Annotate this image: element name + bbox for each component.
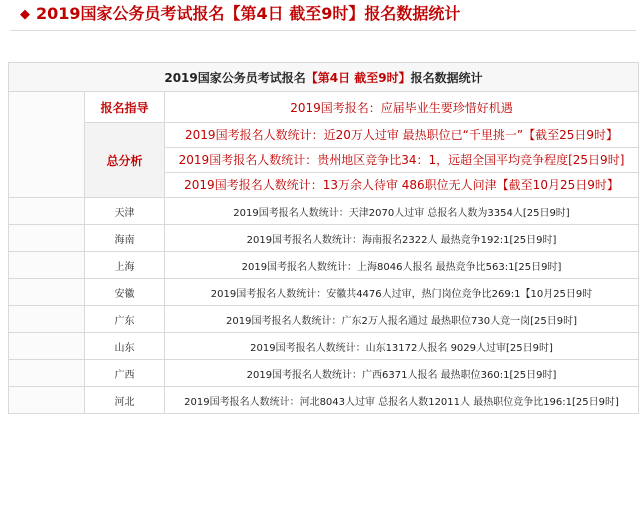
- region-name: 海南: [85, 225, 165, 252]
- table-caption: [9, 63, 639, 92]
- diamond-bullet-icon: ◆: [20, 7, 30, 22]
- region-name: 山东: [85, 333, 165, 360]
- analysis-row: [9, 123, 639, 148]
- table-row: [9, 252, 639, 279]
- analysis-label: 总分析: [85, 123, 165, 198]
- table-row: [9, 333, 639, 360]
- left-blank-column: [9, 92, 85, 198]
- analysis-link-1[interactable]: 2019国考报名人数统计：近20万人过审 最热职位已“千里挑一”【截至25日9时】: [165, 123, 639, 148]
- row-spacer: [9, 198, 85, 225]
- row-spacer: [9, 225, 85, 252]
- registration-stats-table: [8, 62, 639, 414]
- page-title[interactable]: 2019国家公务员考试报名【第4日 截至9时】报名数据统计: [36, 4, 461, 23]
- table-row: [9, 198, 639, 225]
- page-header: [0, 0, 640, 38]
- row-spacer: [9, 306, 85, 333]
- table-row: [9, 306, 639, 333]
- region-link[interactable]: 2019国考报名人数统计：广西6371人报名 最热职位360:1[25日9时]: [165, 360, 639, 387]
- caption-part-1: 2019国家公务员考试报名: [164, 70, 306, 85]
- analysis-link-3[interactable]: 2019国考报名人数统计：13万余人待审 486职位无人问津【截至10月25日9时】: [165, 173, 639, 198]
- region-name: 广西: [85, 360, 165, 387]
- row-spacer: [9, 279, 85, 306]
- region-link[interactable]: 2019国考报名人数统计：上海8046人报名 最热竞争比563:1[25日9时]: [165, 252, 639, 279]
- region-name: 上海: [85, 252, 165, 279]
- row-spacer: [9, 252, 85, 279]
- analysis-link-2[interactable]: 2019国考报名人数统计：贵州地区竞争比34：1，远超全国平均竞争程度[25日9时]: [165, 148, 639, 173]
- caption-part-2: 报名数据统计: [410, 70, 483, 85]
- row-spacer: [9, 387, 85, 414]
- table-row: [9, 225, 639, 252]
- region-link[interactable]: 2019国考报名人数统计：广东2万人报名通过 最热职位730人竞一岗[25日9时]: [165, 306, 639, 333]
- table-row: [9, 360, 639, 387]
- header-divider: [10, 30, 636, 31]
- row-spacer: [9, 333, 85, 360]
- region-link[interactable]: 2019国考报名人数统计：安徽共4476人过审，热门岗位竞争比269:1【10月25日9时: [165, 279, 639, 306]
- table-row: [9, 387, 639, 414]
- region-name: 天津: [85, 198, 165, 225]
- region-link[interactable]: 2019国考报名人数统计：海南报名2322人 最热竞争192:1[25日9时]: [165, 225, 639, 252]
- guide-row: [9, 92, 639, 123]
- region-link[interactable]: 2019国考报名人数统计：河北8043人过审 总报名人数12011人 最热职位竞争比196:1[25日9时]: [165, 387, 639, 414]
- region-name: 安徽: [85, 279, 165, 306]
- caption-highlight: 【第4日 截至9时】: [305, 70, 411, 85]
- row-spacer: [9, 360, 85, 387]
- guide-link[interactable]: 2019国考报名：应届毕业生要珍惜好机遇: [165, 92, 639, 123]
- region-name: 河北: [85, 387, 165, 414]
- region-link[interactable]: 2019国考报名人数统计：天津2070人过审 总报名人数为3354人[25日9时]: [165, 198, 639, 225]
- region-link[interactable]: 2019国考报名人数统计：山东13172人报名 9029人过审[25日9时]: [165, 333, 639, 360]
- region-name: 广东: [85, 306, 165, 333]
- table-caption-row: [9, 63, 639, 92]
- guide-label: 报名指导: [85, 92, 165, 123]
- table-row: [9, 279, 639, 306]
